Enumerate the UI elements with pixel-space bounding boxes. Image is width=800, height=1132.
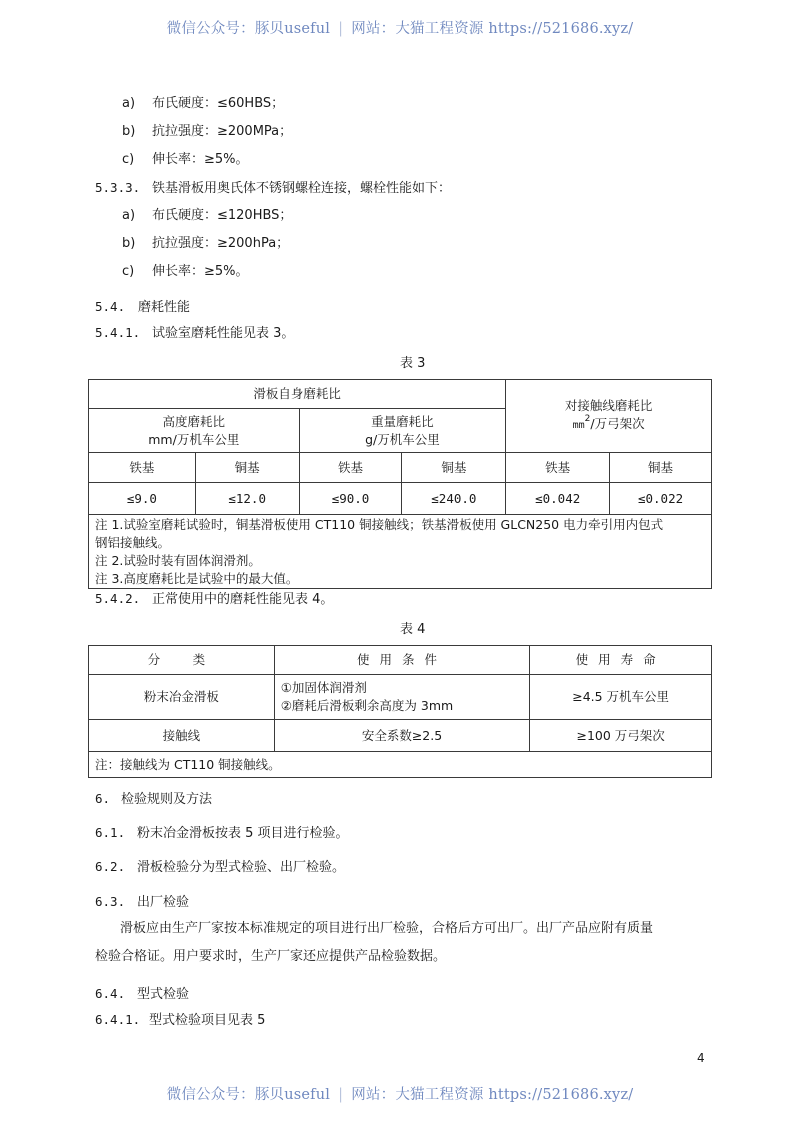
clause-6-1: 6.1. 粉末冶金滑板按表 5 项目进行检验。 [95, 825, 349, 841]
list-item: c) 伸长率：≥5%。 [122, 264, 249, 279]
paragraph-6-3-line2: 检验合格证。用户要求时，生产厂家还应提供产品检验数据。 [95, 949, 447, 964]
table3-header-weight-wear: 重量磨耗比 g/万机车公里 [299, 409, 506, 453]
table3-subheader-row: 铁基 铜基 铁基 铜基 铁基 铜基 [89, 453, 712, 483]
table3-header-wire-wear: 对接触线磨耗比 $mm^2/$万弓架次 [506, 380, 712, 453]
watermark-site-link[interactable]: 网站：大猫工程资源 https://521686.xyz/ [351, 1087, 634, 1103]
table3-header-height-wear: 高度磨耗比 mm/万机车公里 [89, 409, 300, 453]
clause-6-3: 6.3. 出厂检验 [95, 894, 190, 910]
list-item: a) 布氏硬度：≤60HBS； [122, 96, 285, 111]
table3-notes: 注 1.试验室磨耗试验时，铜基滑板使用 CT110 铜接触线；铁基滑板使用 GLCN250 电力牵引用内包式 钢铝接触线。 注 2.试验时装有固体润滑剂。 注 3.高度磨耗比是试验中的最大值。 [89, 515, 712, 589]
list-item: b) 抗拉强度：≥200hPa； [122, 236, 290, 251]
watermark-separator: | [338, 1087, 344, 1103]
watermark-separator: | [338, 21, 344, 37]
page-number: 4 [697, 1051, 705, 1065]
footer-watermark [0, 1083, 800, 1104]
table-row: 粉末冶金滑板 ①加固体润滑剂 ②磨耗后滑板剩余高度为 3mm ≥4.5 万机车公里 [89, 675, 712, 720]
clause-6-4: 6.4. 型式检验 [95, 986, 190, 1002]
table4 [88, 645, 712, 778]
section-heading-6: 6. 检验规则及方法 [95, 791, 213, 807]
table4-header-row: 分 类 使用条件 使用寿命 [89, 646, 712, 675]
clause-5-4-2: 5.4.2. 正常使用中的磨耗性能见表 4。 [95, 591, 334, 607]
paragraph-6-3-line1: 滑板应由生产厂家按本标准规定的项目进行出厂检验，合格后方可出厂。出厂产品应附有质量 [120, 921, 654, 936]
table4-note: 注：接触线为 CT110 铜接触线。 [89, 752, 712, 778]
clause-5-3-3: 5.3.3. 铁基滑板用奥氏体不锈钢螺栓连接，螺栓性能如下： [95, 180, 452, 196]
table3-wire-unit: $mm^2/$万弓架次 [572, 413, 645, 431]
table3-value-row: ≤9.0 ≤12.0 ≤90.0 ≤240.0 ≤0.042 ≤0.022 [89, 483, 712, 515]
table3 [88, 379, 712, 589]
table-row: 接触线 安全系数≥2.5 ≥100 万弓架次 [89, 720, 712, 752]
watermark-site-link[interactable]: 网站：大猫工程资源 https://521686.xyz/ [351, 21, 634, 37]
table3-header-self-wear: 滑板自身磨耗比 [89, 380, 506, 409]
watermark-account: 微信公众号：豚贝useful [166, 1087, 331, 1103]
clause-6-2: 6.2. 滑板检验分为型式检验、出厂检验。 [95, 859, 346, 875]
header-watermark [0, 17, 800, 38]
clause-6-4-1: 6.4.1. 型式检验项目见表 5 [95, 1012, 266, 1028]
list-item: c) 伸长率：≥5%。 [122, 152, 249, 167]
list-item: b) 抗拉强度：≥200MPa； [122, 124, 293, 139]
list-item: a) 布氏硬度：≤120HBS； [122, 208, 293, 223]
section-heading-5-4: 5.4. 磨耗性能 [95, 299, 191, 315]
watermark-account: 微信公众号：豚贝useful [166, 21, 331, 37]
table4-caption: 表 4 [400, 622, 426, 637]
clause-5-4-1: 5.4.1. 试验室磨耗性能见表 3。 [95, 325, 295, 341]
table3-caption: 表 3 [400, 356, 426, 371]
